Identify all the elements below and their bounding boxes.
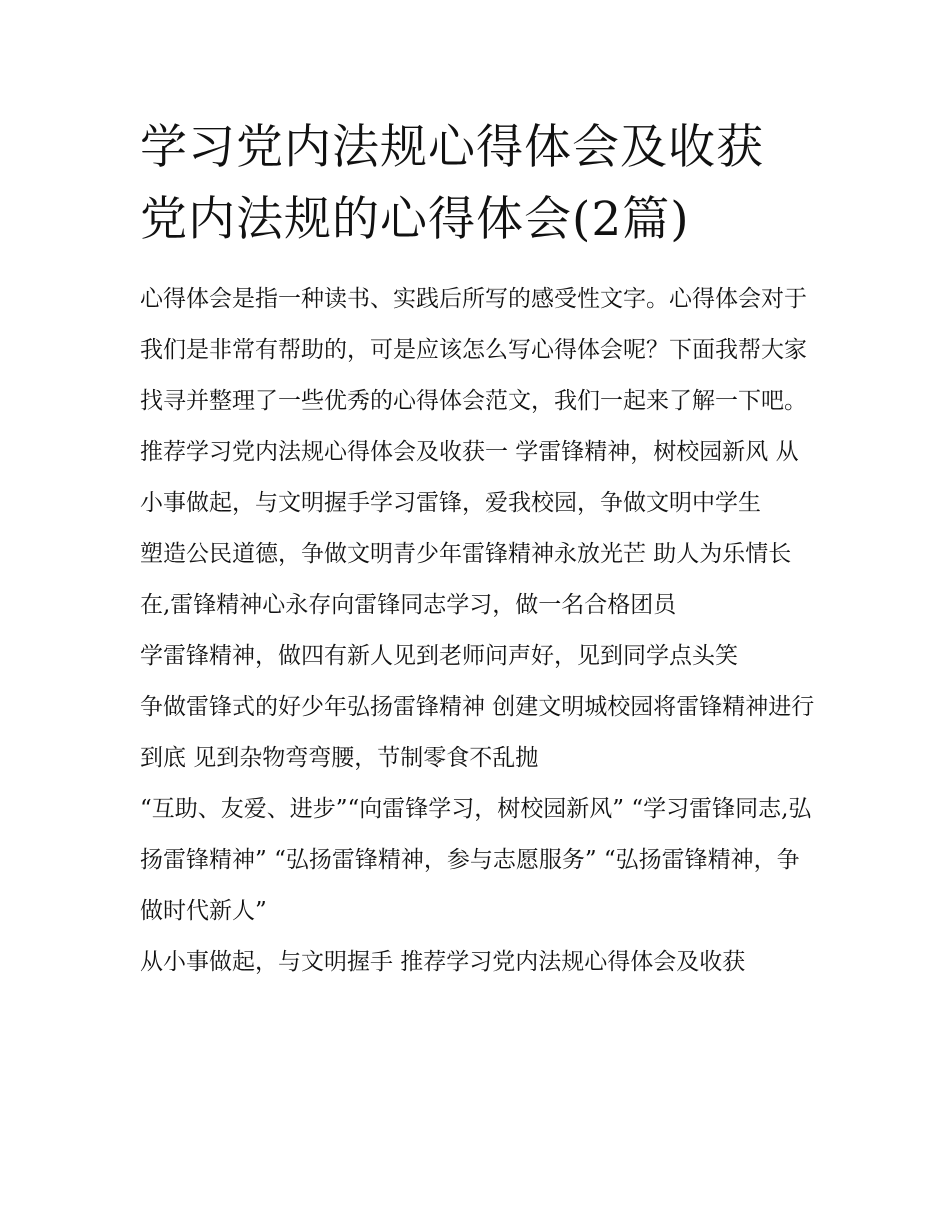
- paragraph-slogans-2: 学雷锋精神，做四有新人见到老师问声好，见到同学点头笑: [140, 643, 738, 669]
- paragraph-intro: 心得体会是指一种读书、实践后所写的感受性文字。心得体会对于我们是非常有帮助的，可是应该怎么写心得体会呢？下面我帮大家找寻并整理了一些优秀的心得体会范文，我们一起来了解一下吧。: [140, 286, 807, 414]
- document-title: 学习党内法规心得体会及收获 党内法规的心得体会(2篇): [140, 120, 764, 247]
- paragraph-slogans-4: “互助、友爱、进步”“向雷锋学习，树校园新风” “学习雷锋同志,弘扬雷锋精神” “弘扬雷锋精神，参与志愿服务” “弘扬雷锋精神，争做时代新人”: [140, 796, 812, 924]
- paragraph-slogans-5: 从小事做起，与文明握手 推荐学习党内法规心得体会及收获: [140, 949, 746, 975]
- paragraph-slogans-1: 塑造公民道德，争做文明青少年雷锋精神永放光芒 助人为乐情长在,雷锋精神心永存向雷锋同志学习，做一名合格团员: [140, 541, 792, 618]
- document-page: [140, 112, 820, 988]
- paragraph-recommend-1: 推荐学习党内法规心得体会及收获一 学雷锋精神，树校园新风 从小事做起，与文明握手学习雷锋，爱我校园，争做文明中学生: [140, 439, 799, 516]
- paragraph-slogans-3: 争做雷锋式的好少年弘扬雷锋精神 创建文明城校园将雷锋精神进行到底 见到杂物弯弯腰，节制零食不乱抛: [140, 694, 815, 771]
